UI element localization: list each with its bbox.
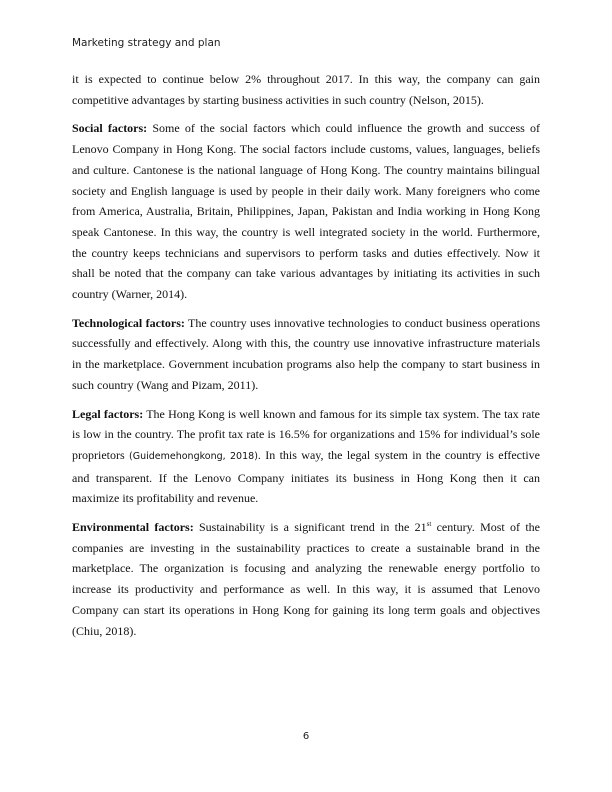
citation: (Guidemehongkong, 2018) bbox=[129, 450, 258, 462]
paragraph-legal-factors bbox=[72, 404, 540, 510]
document-body bbox=[72, 69, 540, 649]
paragraph-economic-continuation bbox=[72, 69, 540, 110]
paragraph-social-factors bbox=[72, 118, 540, 304]
citation: (Wang and Pizam, 2011). bbox=[136, 377, 259, 392]
paragraph-environmental-factors bbox=[72, 517, 540, 641]
paragraph-text: Sustainability is a significant trend in the 21 bbox=[193, 520, 427, 535]
citation: (Nelson, 2015). bbox=[408, 92, 484, 107]
running-header: Marketing strategy and plan bbox=[72, 37, 221, 49]
paragraph-text: Some of the social factors which could influence the growth and success of Lenovo Company in Hong Kong. The social factors include customs, values, languages, beliefs and culture. Cantonese is the national language of Hong Kong. The country maintains bilingual society and English language is used by people in their daily work. Many foreigners who come from America, Australia, Britain, Philippines, Japan, Pakistan and India working in Hong Kong speak Cantonese. In this way, the country is well integrated society in the world. Furthermore, the country keeps technicians and supervisors to perform tasks and duties effectively. Now it shall be noted that the company can take various advantages by initiating its activities in such country bbox=[72, 121, 540, 302]
paragraph-text: The Hong Kong is well known and famous for its simple tax system. The tax rate is low in the country. The profit tax rate is 16.5% for organizations and 15% for individual’s sole proprietors bbox=[72, 406, 540, 462]
ordinal-superscript: st bbox=[426, 520, 432, 529]
citation: (Chiu, 2018). bbox=[72, 623, 137, 638]
paragraph-text: The country uses innovative technologies to conduct business operations successfully and effectively. Along with this, the country use innovative infrastructure materials in the marketplace. Government incubation programs also help the company to start business in such country bbox=[72, 315, 540, 392]
paragraph-text: it is expected to continue below 2% throughout 2017. In this way, the company can gain competitive advantages by starting business activities in such country bbox=[72, 72, 540, 107]
paragraph-text-continued: century. Most of the companies are investing in the sustainability practices to create a sustainable brand in the marketplace. The organization is focusing and analyzing the renewable energy portfolio to increase its productivity and performance as well. In this way, it is assumed that Lenovo Company can start its operations in Hong Kong for gaining its long term goals and objectives bbox=[72, 520, 540, 617]
page-number: 6 bbox=[302, 731, 310, 742]
section-heading-social: Social factors: bbox=[72, 121, 148, 136]
section-heading-environmental: Environmental factors: bbox=[72, 520, 194, 535]
paragraph-technological-factors bbox=[72, 313, 540, 396]
paragraph-text-continued: . In this way, the legal system in the country is effective and transparent. If the Lenovo Company initiates its business in Hong Kong then it can maximize its profitability and revenue. bbox=[72, 447, 541, 506]
section-heading-legal: Legal factors: bbox=[72, 406, 144, 421]
section-heading-technological: Technological factors: bbox=[72, 315, 185, 330]
citation: (Warner, 2014). bbox=[111, 287, 188, 302]
